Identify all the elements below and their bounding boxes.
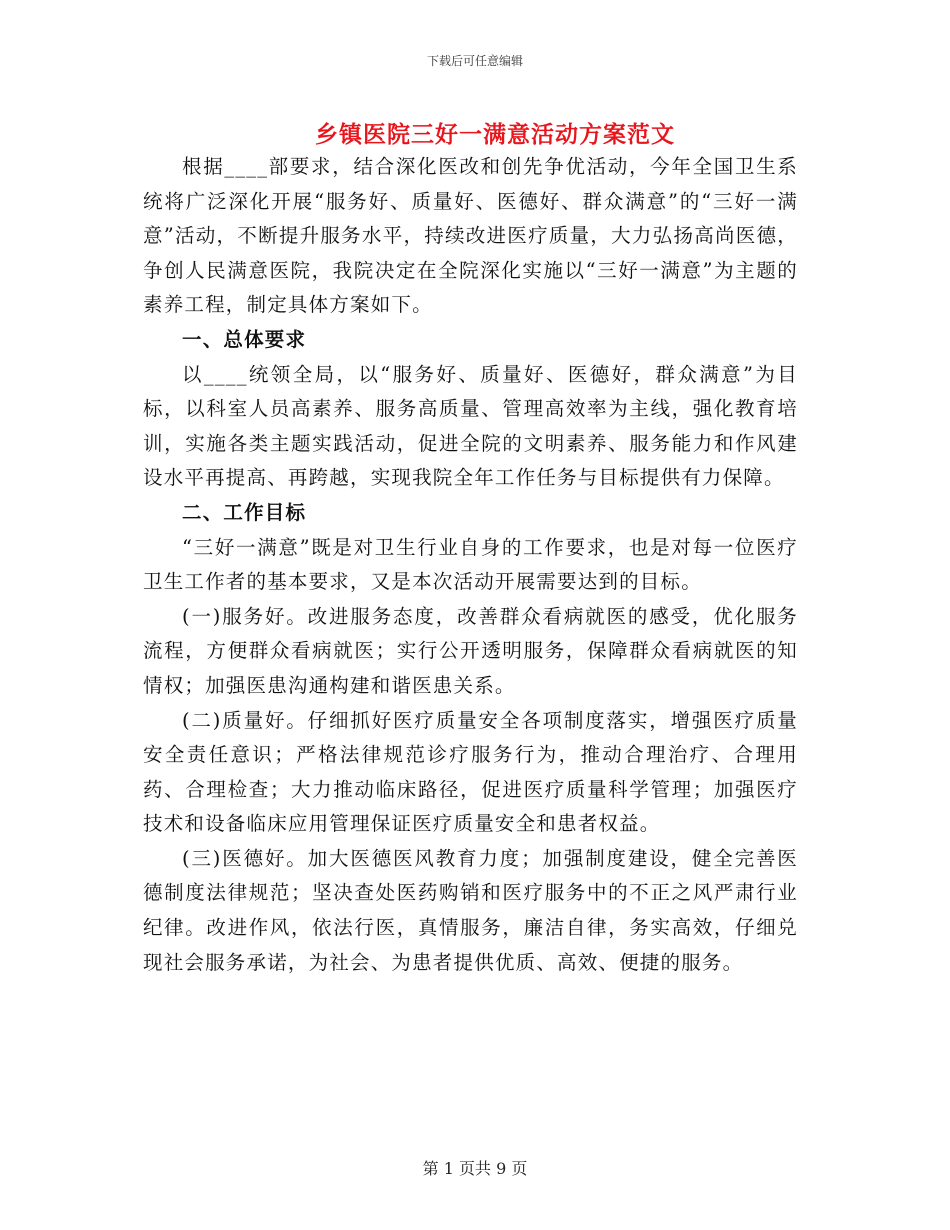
goal-item-quality: (二)质量好。仔细抓好医疗质量安全各项制度落实，增强医疗质量安全责任意识；严格法律规范诊疗服务行为，推动合理治疗、合理用药、合理检查；大力推动临床路径，促进医疗质量科学管理；加强医疗技术和设备临床应用管理保证医疗质量安全和患者权益。: [143, 708, 798, 836]
page-footer-number: 第 1 页共 9 页: [422, 1159, 528, 1178]
document-body: [143, 150, 798, 980]
document-title: 乡镇医院三好一满意活动方案范文: [315, 121, 675, 148]
goal-item-service: (一)服务好。改进服务态度，改善群众看病就医的感受，优化服务流程，方便群众看病就医；实行公开透明服务，保障群众看病就医的知情权；加强医患沟通构建和谐医患关系。: [143, 604, 798, 697]
page-header-note: 下载后可任意编辑: [426, 54, 523, 68]
general-requirements-paragraph: 以____统领全局，以“服务好、质量好、医德好，群众满意”为目标，以科室人员高素养、服务高质量、管理高效率为主线，强化教育培训，实施各类主题实践活动，促进全院的文明素养、服务能力和作风建设水平再提高、再跨越，实现我院全年工作任务与目标提供有力保障。: [143, 362, 798, 490]
section-heading-general-requirements: 一、总体要求: [182, 327, 307, 351]
section-heading-work-goals: 二、工作目标: [182, 500, 307, 524]
work-goals-paragraph: “三好一满意”既是对卫生行业自身的工作要求，也是对每一位医疗卫生工作者的基本要求，又是本次活动开展需要达到的目标。: [143, 535, 798, 594]
intro-paragraph: 根据____部要求，结合深化医改和创先争优活动，今年全国卫生系统将广泛深化开展“服务好、质量好、医德好、群众满意”的“三好一满意”活动，不断提升服务水平，持续改进医疗质量，大力弘扬高尚医德，争创人民满意医院，我院决定在全院深化实施以“三好一满意”为主题的素养工程，制定具体方案如下。: [143, 155, 798, 317]
goal-item-ethics: (三)医德好。加大医德医风教育力度；加强制度建设，健全完善医德制度法律规范；坚决查处医药购销和医疗服务中的不正之风严肃行业纪律。改进作风，依法行医，真情服务，廉洁自律，务实高效，仔细兑现社会服务承诺，为社会、为患者提供优质、高效、便捷的服务。: [143, 846, 798, 974]
